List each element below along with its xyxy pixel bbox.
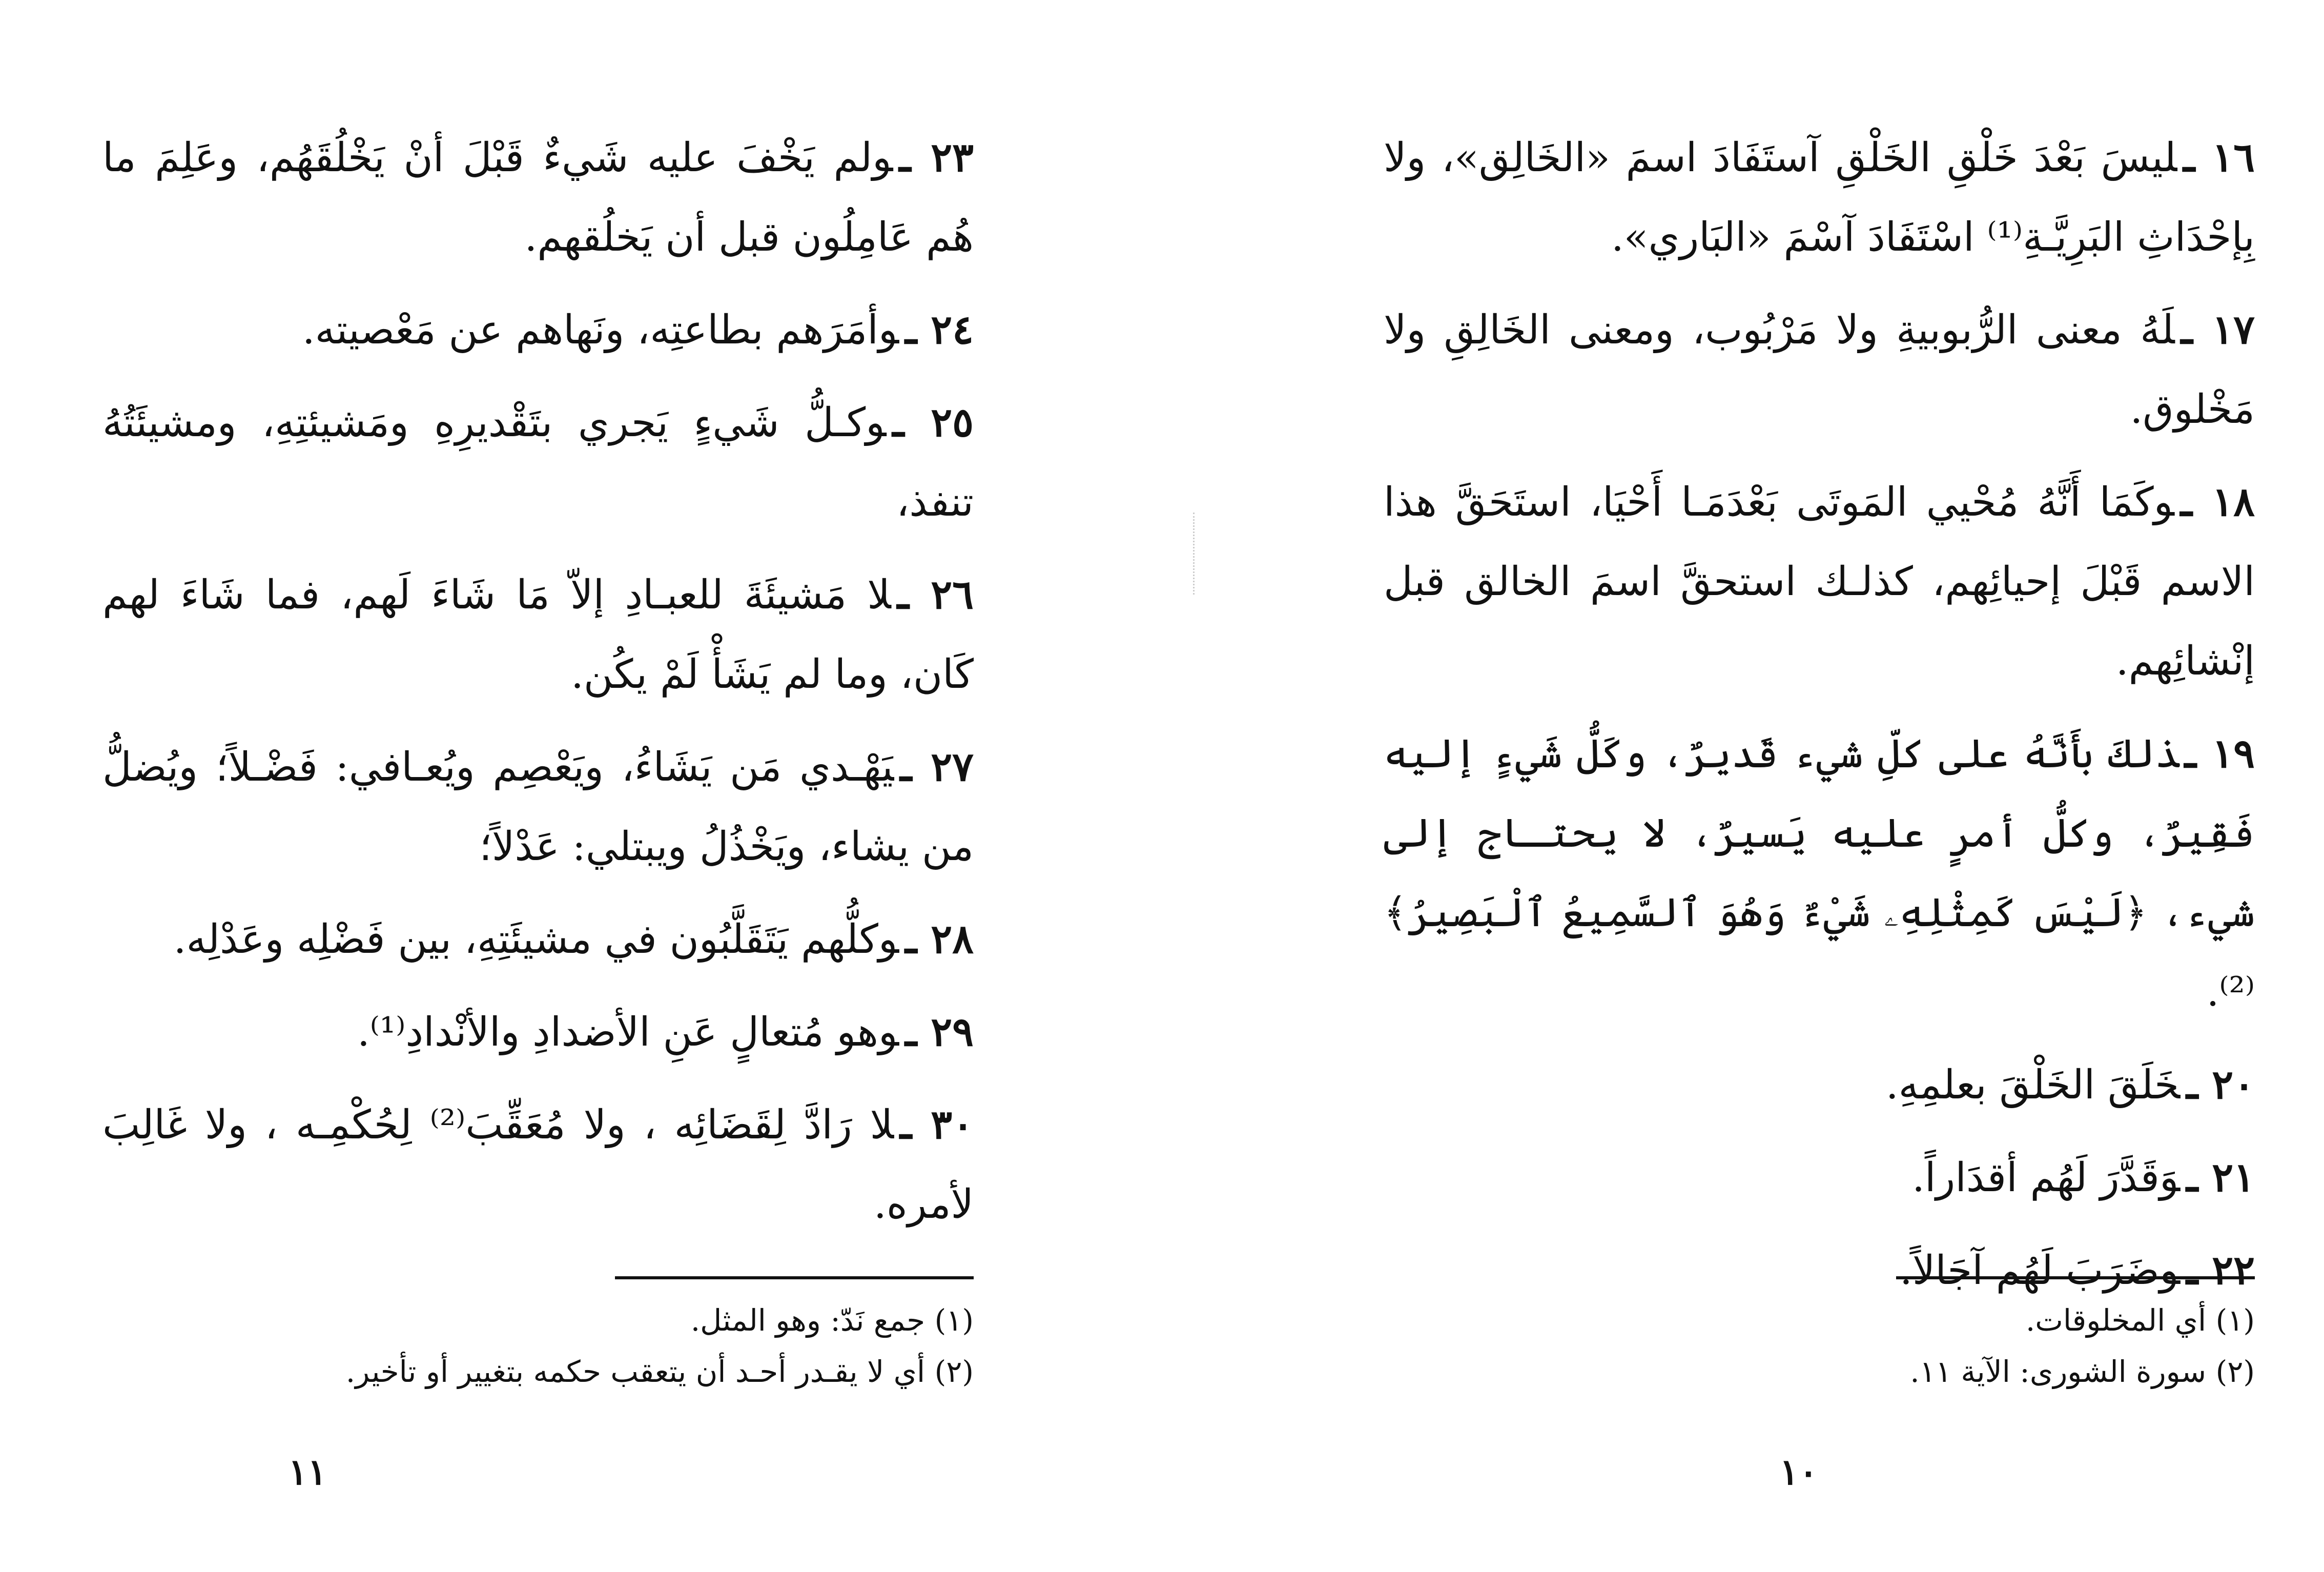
paragraph-30 [102, 1085, 974, 1244]
paragraph-number: ٢٦ ـ [897, 571, 974, 618]
left-page-footnotes [102, 1276, 974, 1397]
left-page-text [102, 118, 974, 1257]
paragraph-number: ٢٢ ـ [2186, 1247, 2255, 1294]
footnote-2: (٢) أي لا يقـدر أحـد أن يتعقب حكمه بتغيير أو تأخير. [345, 1354, 974, 1389]
paragraph-text: وضَرَبَ لَهُم آجَالاً. [1900, 1248, 2181, 1294]
paragraph-number: ٢٤ ـ [905, 307, 974, 353]
paragraph-text: لا مَشيئَةَ للعبـادِ إلاّ مَا شَاءَ لَهم، فما شَاءَ لهم كَان، وما لم يَشَأْ لَمْ يكُن. [102, 572, 974, 698]
paragraph-text: يَهْـدي مَن يَشَاءُ، ويَعْصِم ويُعـافي: فَضْـلاً؛ ويُضلُّ من يشاء، ويَخْذُلُ ويبتلي: عَدْلاً؛ [102, 744, 974, 870]
right-page-footnotes [1384, 1276, 2255, 1397]
paragraph-text: ليسَ بَعْدَ خَلْقِ الخَلْقِ آستَفَادَ اسمَ «الخَالِق»، ولا بِإحْدَاثِ البَرِيَّـةِ⁽¹⁾ اسْتَفَادَ آسْمَ «البَاري». [1384, 135, 2255, 260]
paragraph-text: وكلُّهم يَتَقَلَّبُون في مشيئَتِهِ، بين فَضْلِه وعَدْلِه. [173, 916, 899, 963]
paragraph-text: وَقَدَّرَ لَهُم أقدَاراً. [1912, 1155, 2181, 1201]
paragraph-text: ولم يَخْفَ عليه شَيءٌ قَبْلَ أنْ يَخْلُقَهُم، وعَلِمَ ما هُم عَامِلُون قبل أن يَخلُقهم. [102, 135, 974, 260]
right-page [1384, 0, 2255, 1572]
footnote-divider [1896, 1276, 2255, 1279]
paragraph-number: ٢١ ـ [2186, 1154, 2255, 1201]
paragraph-16 [1384, 118, 2255, 277]
paragraph-text: وكَمَا أَنَّهُ مُحْيي المَوتَى بَعْدَمَـا أَحْيَا، استَحَقَّ هذا الاسم قَبْلَ إحيائِهم، كذلـك استحقَّ اسمَ الخالق قبل إنْشائِهم. [1384, 479, 2255, 684]
paragraph-number: ٢٩ ـ [905, 1009, 974, 1055]
paragraph-text: وأمَرَهم بطاعتِه، ونَهاهم عن مَعْصيته. [302, 307, 899, 353]
paragraph-18 [1384, 462, 2255, 701]
footnote-2: (٢) سورة الشورى: الآية ١١. [1910, 1354, 2255, 1389]
left-page [102, 0, 974, 1572]
paragraph-number: ١٧ ـ [2181, 307, 2255, 353]
paragraph-number: ٢٥ ـ [892, 399, 974, 446]
right-page-text [1384, 118, 2255, 1323]
paragraph-25 [102, 383, 974, 542]
footnote-1: (١) أي المخلوقات. [2025, 1303, 2255, 1338]
paragraph-26 [102, 555, 974, 714]
page-number: ١١ [288, 1451, 327, 1493]
paragraph-29 [102, 992, 974, 1072]
paragraph-text: لا رَادَّ لِقَضَائِه ، ولا مُعَقِّبَ⁽²⁾ لِحُكْمِـه ، ولا غَالِبَ لأمره. [102, 1102, 974, 1228]
paragraph-28 [102, 900, 974, 979]
paragraph-27 [102, 727, 974, 887]
paragraph-number: ٢٨ ـ [905, 916, 974, 963]
paragraph-20 [1384, 1045, 2255, 1125]
paragraph-text: وكـلُّ شَيءٍ يَجري بتَقْديرِهِ ومَشيئتِهِ، ومشيئَتُهُ تنفذ، [102, 400, 974, 525]
gutter-mark [1193, 513, 1199, 595]
paragraph-24 [102, 290, 974, 370]
paragraph-17 [1384, 290, 2255, 450]
footnote-divider [615, 1276, 974, 1279]
paragraph-number: ١٩ ـ [2184, 730, 2255, 777]
paragraph-number: ٢٣ ـ [899, 134, 974, 181]
paragraph-text: خَلَقَ الخَلْقَ بعلمِهِ. [1885, 1062, 2181, 1108]
paragraph-21 [1384, 1138, 2255, 1218]
paragraph-text: لَهُ معنى الرُّبوبيةِ ولا مَرْبُوب، ومعنى الخَالِقِ ولا مَخْلوق. [1384, 307, 2255, 433]
paragraph-number: ١٦ ـ [2183, 134, 2255, 181]
paragraph-text: ذلكَ بأَنَّهُ على كلِّ شيء قَديرٌ، وكَلُّ شَيءٍ إليه فَقِيرٌ، وكلُّ أمرٍ عليه يَسيرٌ، لا يحتـاج إلى شيء، ﴿لَيْسَ كَمِثْلِهِۦ شَيْءٌ وَهُوَ ٱلسَّمِيعُ ٱلْبَصِيرُ﴾⁽²⁾. [1384, 731, 2255, 1015]
paragraph-number: ٢٠ ـ [2186, 1061, 2255, 1108]
paragraph-text: وهو مُتعالٍ عَنِ الأضدادِ والأنْدادِ⁽¹⁾. [357, 1009, 899, 1055]
page-number: ١٠ [1779, 1451, 1818, 1493]
footnote-1: (١) جمع نَدّ: وهو المثل. [690, 1303, 974, 1338]
paragraph-number: ٢٧ ـ [900, 744, 974, 790]
paragraph-number: ١٨ ـ [2180, 479, 2255, 525]
paragraph-19 [1384, 714, 2255, 1032]
paragraph-number: ٣٠ ـ [900, 1101, 974, 1148]
paragraph-23 [102, 118, 974, 277]
